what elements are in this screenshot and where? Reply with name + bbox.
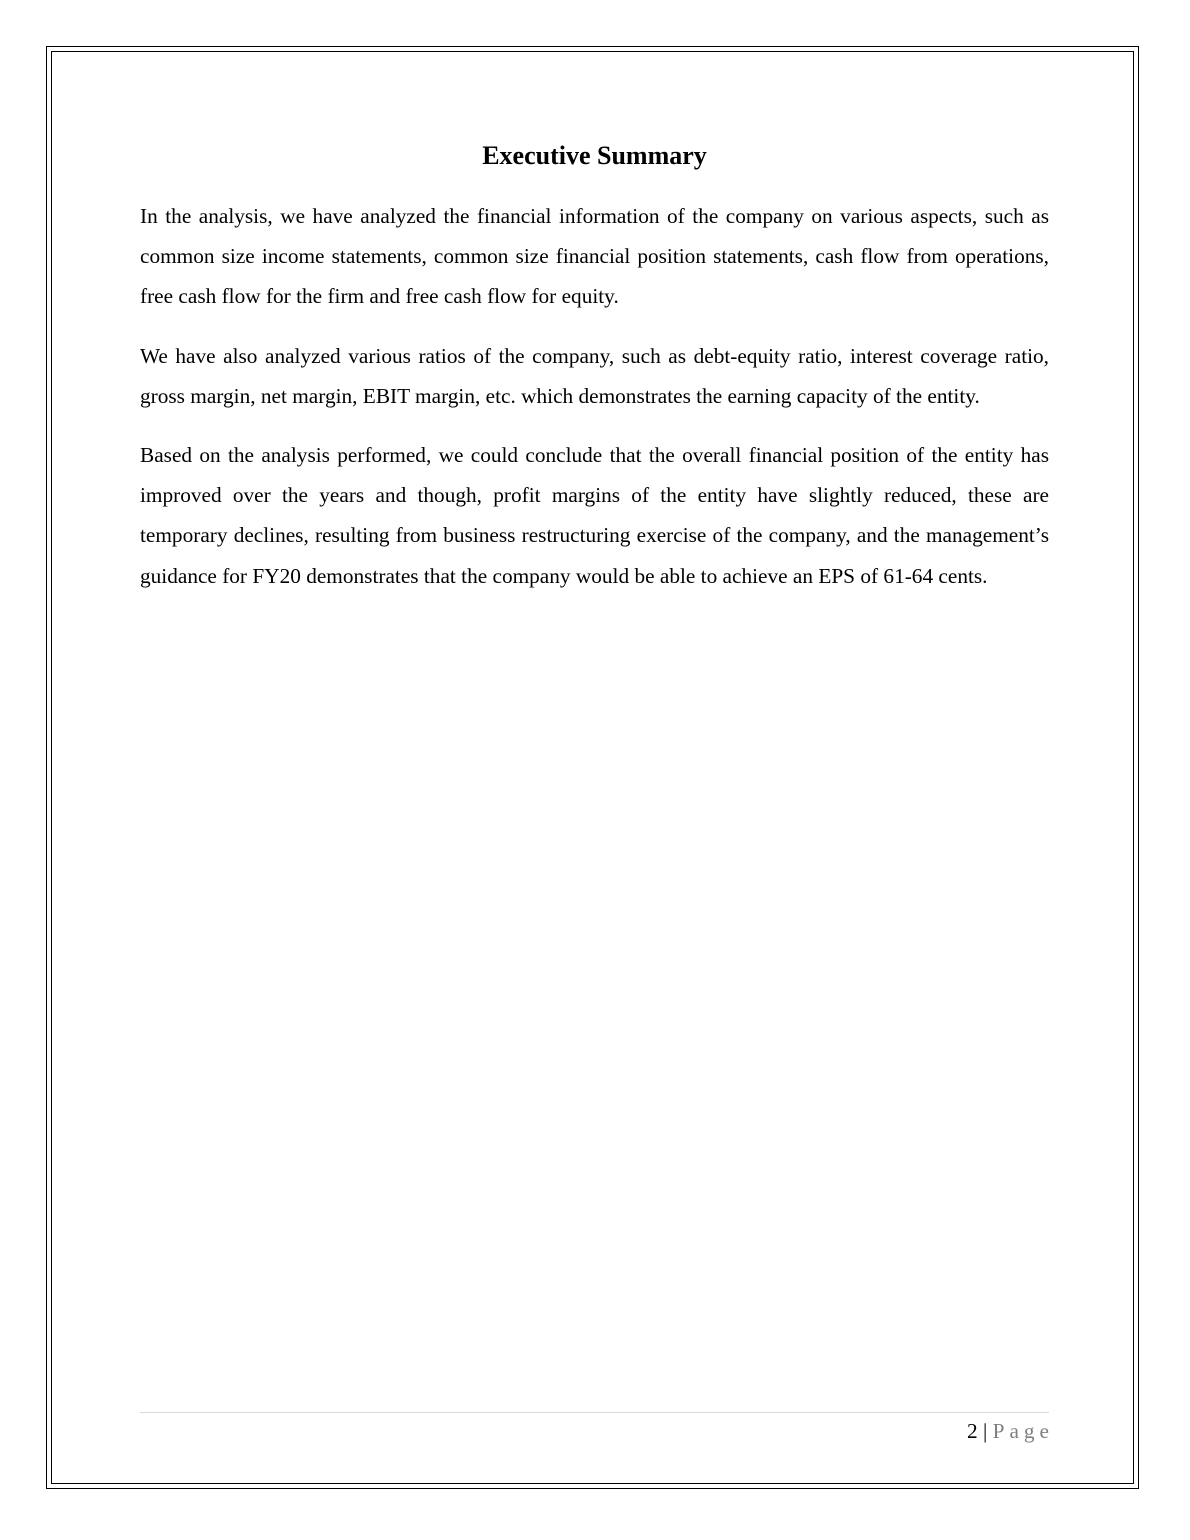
page-separator: | [983,1419,988,1443]
paragraph-analysis-scope: In the analysis, we have analyzed the financial information of the company on various aspects, such as common size income statements, common size financial position statements, cash flow from operations, free cash flow for the firm and free cash flow for equity. [140,204,1049,309]
paragraph-ratios: We have also analyzed various ratios of the company, such as debt-equity ratio, interest coverage ratio, gross margin, net margin, EBIT margin, etc. which demonstrates the earning capacity of the entity. [140,343,1049,408]
paragraph-conclusion: Based on the analysis performed, we could conclude that the overall financial position of the entity has improved over the years and though, profit margins of the entity have slightly reduced, these are temporary declines, resulting from business restructuring exercise of the company, and the management’s guidance for FY20 demonstrates that the company would be able to achieve an EPS of 61-64 cents. [140,443,1049,588]
page-footer [140,1416,1054,1446]
page-label: Page [992,1419,1054,1443]
footer-divider [140,1412,1049,1413]
page-number: 2 [967,1419,978,1443]
page-content [140,136,1049,615]
page-title: Executive Summary [482,141,707,170]
